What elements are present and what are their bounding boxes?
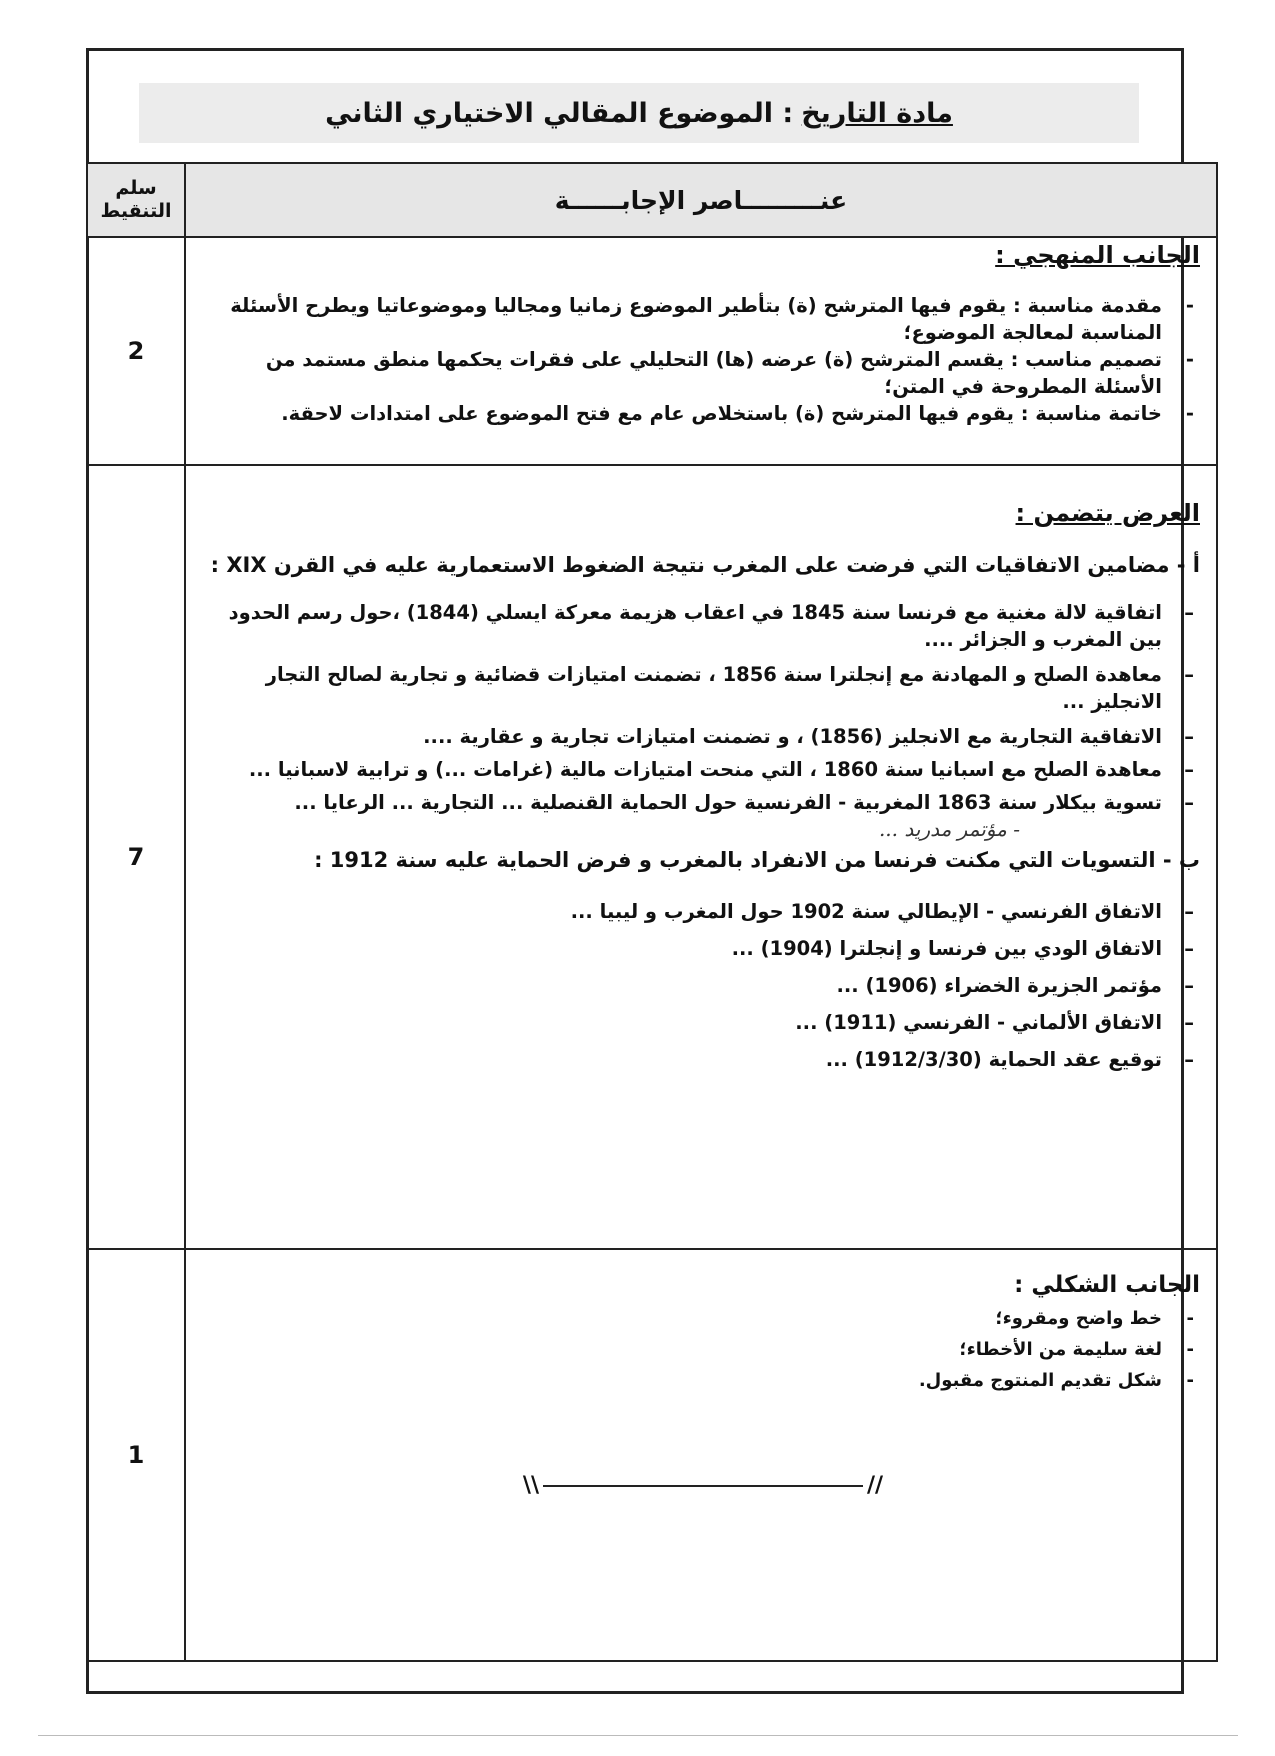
formal-cell [185,1249,1217,1661]
list-item: - خاتمة مناسبة : يقوم فيها المترشح (ة) باستخلاص عام مع فتح الموضوع على امتدادات لاحقة. [281,402,1194,425]
end-mark-right: // [867,1473,884,1498]
part-a-list [206,599,1200,816]
methodological-cell [185,237,1217,465]
list-item: – توقيع عقد الحماية (1912/3/30) ... [825,1048,1194,1071]
list-item: – معاهدة الصلح مع اسبانيا سنة 1860 ، التي منحت امتيازات مالية (غرامات ...) و ترابية لاسبانيا ... [248,758,1194,781]
score-scale-header: سلم التنقيط [87,163,185,237]
list-item: – الاتفاق الودي بين فرنسا و إنجلترا (1904) ... [731,937,1194,960]
presentation-row [87,465,1217,1249]
presentation-cell [185,465,1217,1249]
table-header-row [87,163,1217,237]
formal-score: 1 [87,1249,185,1661]
list-item: – تسوية بيكلار سنة 1863 المغربية - الفرنسية حول الحماية القنصلية ... التجارية ... الرعايا ... [294,791,1194,814]
list-item: – اتفاقية لالة مغنية مع فرنسا سنة 1845 في اعقاب هزيمة معركة ايسلي (1844) ،حول رسم الحدود بين المغرب و الجزائر .... [228,601,1194,651]
answer-elements-header: عنـــــــــاصر الإجابــــــة [185,163,1217,237]
answer-table [86,162,1218,1662]
part-b-title: ب - التسويات التي مكنت فرنسا من الانفراد بالمغرب و فرض الحماية عليه سنة 1912 : [314,848,1200,872]
document-frame [86,48,1200,1694]
part-b-list [206,898,1200,1073]
list-item: - لغة سليمة من الأخطاء؛ [959,1339,1194,1360]
list-item: - خط واضح ومقروء؛ [995,1308,1194,1329]
methodological-heading: الجانب المنهجي : [995,241,1200,269]
formal-list [206,1303,1200,1396]
end-separator [206,1472,1200,1499]
list-item: - تصميم مناسب : يقسم المترشح (ة) عرضه (ها) التحليلي على فقرات يحكمها منطق مستمد من الأسئلة المطروحة في المتن؛ [265,348,1194,398]
formal-heading: الجانب الشكلي : [1014,1272,1200,1298]
methodological-row [87,237,1217,465]
list-item: – الاتفاق الفرنسي - الإيطالي سنة 1902 حول المغرب و ليبيا ... [570,900,1194,923]
title-subject: مادة التاريخ [801,97,953,129]
list-item: – الاتفاقية التجارية مع الانجليز (1856) ، و تضمنت امتيازات تجارية و عقارية .... [423,725,1194,748]
handwritten-note: - مؤتمر مدريد ... [878,817,1020,841]
presentation-score: 7 [87,465,185,1249]
list-item: - شكل تقديم المنتوج مقبول. [918,1370,1194,1391]
end-mark-left: \\ [522,1473,539,1498]
page-bottom-rule [38,1735,1238,1736]
part-a-title: أ - مضامين الاتفاقيات التي فرضت على المغرب نتيجة الضغوط الاستعمارية عليه في القرن XIX : [210,553,1200,577]
separator-line [543,1485,863,1487]
list-item: – معاهدة الصلح و المهادنة مع إنجلترا سنة 1856 ، تضمنت امتيازات قضائية و تجارية لصالح التجار الانجليز ... [265,663,1194,713]
formal-row [87,1249,1217,1661]
list-item: - مقدمة مناسبة : يقوم فيها المترشح (ة) بتأطير الموضوع زمانيا ومجاليا وموضوعاتيا ويطرح الأسئلة المناسبة لمعالجة الموضوع؛ [230,294,1194,344]
list-item: – الاتفاق الألماني - الفرنسي (1911) ... [795,1011,1194,1034]
page-title [139,83,1139,143]
methodological-score: 2 [87,237,185,465]
presentation-heading: العرض يتضمن : [1015,499,1200,527]
methodological-list [206,292,1200,427]
list-item: – مؤتمر الجزيرة الخضراء (1906) ... [836,974,1194,997]
title-rest: : الموضوع المقالي الاختياري الثاني [325,97,794,129]
